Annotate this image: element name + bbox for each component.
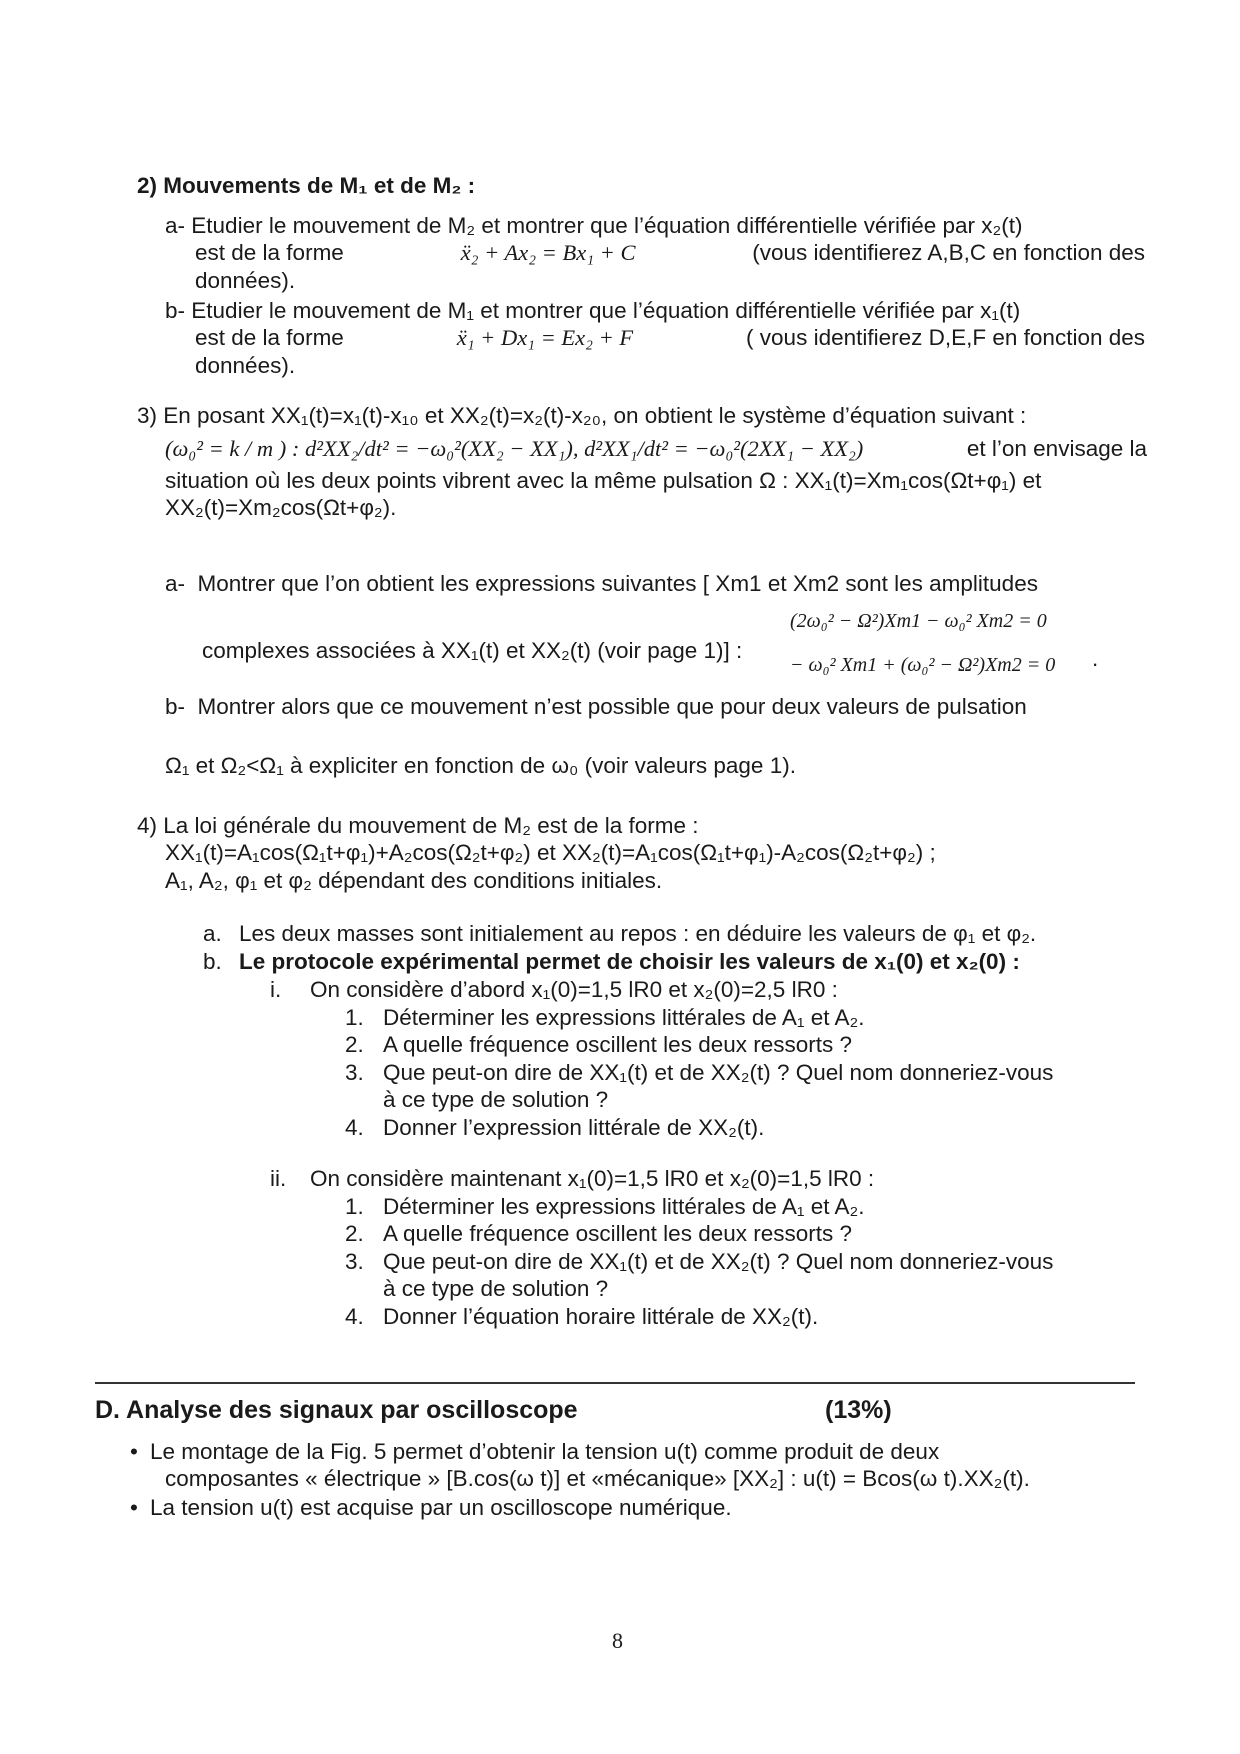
section-d-bullet-1-line2: composantes « électrique » [B.cos(ω t)] et «mécanique» [XX₂] : u(t) = Bcos(ω t).XX₂(t). [165, 1466, 1030, 1492]
section-4-label: 4) [137, 813, 158, 838]
list-item-text: Donner l’équation horaire littérale de XX₂(t). [383, 1303, 819, 1329]
section-4-line2: XX₁(t)=A₁cos(Ω₁t+φ₁)+A₂cos(Ω₂t+φ₂) et XX₂(t)=A₁cos(Ω₁t+φ₁)-A₂cos(Ω₂t+φ₂) ; [165, 840, 936, 866]
section-3-system-equation: (ω₀² = k / m ) : d²XX₂/dt² = −ω₀²(XX₂ − XX₁), d²XX₁/dt² = −ω₀²(2XX₁ − XX₂) [165, 436, 864, 462]
item-3a-text2: complexes associées à XX₁(t) et XX₂(t) (voir page 1)] : [202, 638, 743, 663]
item-3b-text2: Ω₁ et Ω₂<Ω₁ à expliciter en fonction de ω₀ (voir valeurs page 1). [165, 753, 796, 778]
item-3a-system-eq2: − ω₀² Xm1 + (ω₀² − Ω²)Xm2 = 0 [790, 654, 1056, 676]
list-item-text: Déterminer les expressions littérales de A₁ et A₂. [383, 1005, 865, 1030]
item-2b-text2b: ( vous identifierez D,E,F en fonction des [746, 325, 1145, 351]
item-2a-text3: données). [195, 267, 296, 293]
list-item [345, 1086, 1145, 1113]
list-item-number: 3. [345, 1248, 364, 1274]
item-2b-text1: Etudier le mouvement de M₁ et montrer que l’équation différentielle vérifiée par x₁(t) [191, 298, 1021, 323]
list-item-text: Que peut-on dire de XX₁(t) et de XX₂(t) ? Quel nom donneriez-vous [383, 1248, 1054, 1274]
item-3b [165, 693, 1145, 720]
list-item-number: 2. [345, 1032, 364, 1058]
list-item [345, 1275, 1145, 1302]
list-item-text: A quelle fréquence oscillent les deux ressorts ? [383, 1221, 853, 1247]
section-3-line2-tail: et l’on envisage la [966, 436, 1147, 462]
item-4b-text: Le protocole expérimental permet de choisir les valeurs de x₁(0) et x₂(0) : [239, 949, 1020, 974]
section-d-title: D. Analyse des signaux par oscilloscope [95, 1396, 578, 1424]
item-3b-label: b- [165, 694, 186, 719]
section-3-line3: situation où les deux points vibrent avec la même pulsation Ω : XX₁(t)=Xm₁cos(Ωt+φ₁) et [165, 467, 1042, 493]
list-item-text: à ce type de solution ? [383, 1276, 609, 1302]
item-4bi-label: i. [270, 977, 282, 1002]
item-4a-text: Les deux masses sont initialement au repos : en déduire les valeurs de φ₁ et φ₂. [239, 921, 1037, 946]
list-item-number: 2. [345, 1221, 364, 1247]
list-item-number: 1. [345, 1194, 364, 1219]
item-4b-label: b. [203, 949, 222, 974]
list-item [345, 1114, 1145, 1141]
item-4b [203, 948, 1148, 975]
item-2b-text2a: est de la forme [195, 325, 344, 351]
item-2a-label: a- [165, 213, 186, 238]
item-2a-text2a: est de la forme [195, 240, 344, 266]
item-3b-text1: Montrer alors que ce mouvement n’est possible que pour deux valeurs de pulsation [197, 694, 1027, 719]
list-item [345, 1220, 1145, 1247]
item-2a [165, 212, 1145, 294]
list-item-number: 4. [345, 1303, 364, 1329]
item-2a-equation: ẍ₂ + Ax₂ = Bx₁ + C [460, 240, 636, 266]
list-item-text: A quelle fréquence oscillent les deux ressorts ? [383, 1032, 853, 1058]
section-2-title: 2) Mouvements de M₁ et de M₂ : [137, 173, 476, 198]
item-2b [165, 297, 1145, 379]
item-4a [203, 920, 1148, 947]
section-divider [95, 1382, 1135, 1384]
section-4 [137, 812, 1147, 894]
item-2b-label: b- [165, 298, 186, 323]
list-item-number: 3. [345, 1059, 364, 1085]
section-d-bullet-2 [130, 1494, 1145, 1521]
item-4a-label: a. [203, 921, 222, 946]
item-4bii-text: On considère maintenant x₁(0)=1,5 lR0 et x₂(0)=1,5 lR0 : [310, 1166, 875, 1191]
list-item [345, 1059, 1145, 1086]
section-4-line1: La loi générale du mouvement de M₂ est de la forme : [163, 813, 699, 838]
list-item-number: 1. [345, 1005, 364, 1030]
item-2b-equation: ẍ₁ + Dx₁ = Ex₂ + F [456, 325, 634, 351]
bullet-icon: • [130, 1495, 138, 1520]
item-3a-system-eq1: (2ω₀² − Ω²)Xm1 − ω₀² Xm2 = 0 [790, 610, 1047, 632]
list-item [345, 1248, 1145, 1275]
item-2b-text3: données). [195, 352, 296, 378]
list-item [345, 1004, 1145, 1031]
page-number: 8 [612, 1628, 623, 1653]
list-item [345, 1193, 1145, 1220]
section-3-line4: XX₂(t)=Xm₂cos(Ωt+φ₂). [165, 495, 397, 521]
list-item [345, 1303, 1145, 1330]
list-item-number: 4. [345, 1114, 364, 1140]
item-3a-dot: . [1092, 646, 1099, 671]
item-3a [165, 570, 1145, 597]
section-d-bullet-2-text: La tension u(t) est acquise par un oscilloscope numérique. [150, 1495, 732, 1520]
item-4bii-label: ii. [270, 1166, 287, 1191]
item-3a-label: a- [165, 571, 186, 596]
list-item-text: Que peut-on dire de XX₁(t) et de XX₂(t) ? Quel nom donneriez-vous [383, 1059, 1054, 1085]
section-d-weight: (13%) [825, 1396, 892, 1424]
item-2a-text2b: (vous identifierez A,B,C en fonction des [752, 240, 1145, 266]
item-4bi-text: On considère d’abord x₁(0)=1,5 lR0 et x₂(0)=2,5 lR0 : [310, 977, 838, 1002]
item-3a-text1: Montrer que l’on obtient les expressions suivantes [ Xm1 et Xm2 sont les amplitudes [197, 571, 1038, 596]
list-item [345, 1031, 1145, 1058]
bullet-icon: • [130, 1439, 138, 1464]
section-3 [137, 402, 1147, 522]
item-4bii [270, 1165, 1150, 1192]
item-4bi-list [345, 1004, 1145, 1141]
section-d-bullet-1-line1: Le montage de la Fig. 5 permet d’obtenir la tension u(t) comme produit de deux [150, 1439, 940, 1464]
list-item-text: Donner l’expression littérale de XX₂(t). [383, 1114, 765, 1140]
list-item-text: à ce type de solution ? [383, 1087, 609, 1113]
item-4bi [270, 976, 1150, 1003]
section-4-line3: A₁, A₂, φ₁ et φ₂ dépendant des conditions initiales. [165, 867, 663, 893]
section-d-bullet-1 [130, 1438, 1145, 1493]
section-3-line1: 3) En posant XX₁(t)=x₁(t)-x₁₀ et XX₂(t)=x₂(t)-x₂₀, on obtient le système d’équation suivant : [137, 403, 1027, 428]
item-4bii-list [345, 1193, 1145, 1330]
list-item-text: Déterminer les expressions littérales de A₁ et A₂. [383, 1194, 865, 1219]
item-2a-text1: Etudier le mouvement de M₂ et montrer que l’équation différentielle vérifiée par x₂(t) [191, 213, 1023, 238]
